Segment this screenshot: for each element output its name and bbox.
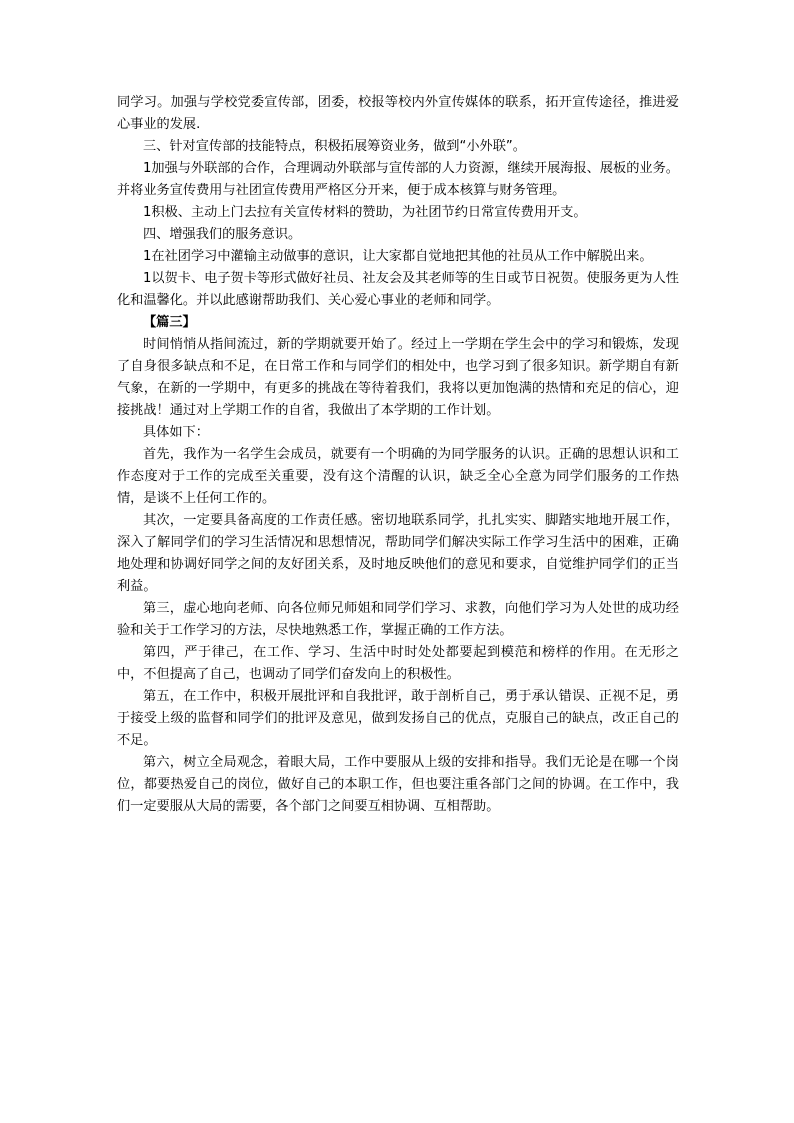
paragraph: 首先，我作为一名学生会成员，就要有一个明确的为同学服务的认识。正确的思想认识和工作态度对于工作的完成至关重要，没有这个清醒的认识，缺乏全心全意为同学们服务的工作热情，是谈不上任何工作的。 [117, 447, 679, 506]
paragraph: 1加强与外联部的合作，合理调动外联部与宣传部的人力资源，继续开展海报、展板的业务。并将业务宣传费用与社团宣传费用严格区分开来，便于成本核算与财务管理。 [117, 161, 679, 198]
paragraph: 其次，一定要具备高度的工作责任感。密切地联系同学，扎扎实实、脚踏实地地开展工作，深入了解同学们的学习生活情况和思想情况，帮助同学们解决实际工作学习生活中的困难，正确地处理和协调好同学之间的友好团关系，及时地反映他们的意见和要求，自觉维护同学们的正当利益。 [117, 513, 679, 594]
paragraph: 三、针对宣传部的技能特点，积极拓展筹资业务，做到“小外联”。 [143, 139, 526, 154]
paragraph: 第四，严于律己，在工作、学习、生活中时时处处都要起到模范和榜样的作用。在无形之中，不但提高了自己，也调动了同学们奋发向上的积极性。 [117, 645, 679, 682]
paragraph: 四、增强我们的服务意识。 [143, 227, 302, 242]
paragraph: 第五，在工作中，积极开展批评和自我批评，敢于剖析自己，勇于承认错误、正视不足，勇于接受上级的监督和同学们的批评及意见，做到发扬自己的优点，克服自己的缺点，改正自己的不足。 [117, 689, 679, 748]
paragraph: 时间悄悄从指间流过，新的学期就要开始了。经过上一学期在学生会中的学习和锻炼，发现了自身很多缺点和不足，在日常工作和与同学们的相处中，也学习到了很多知识。新学期自有新气象，在新的一学期中，有更多的挑战在等待着我们，我将以更加饱满的热情和充足的信心，迎接挑战！通过对上学期工作的自省，我做出了本学期的工作计划。 [117, 337, 679, 418]
paragraph: 1以贺卡、电子贺卡等形式做好社员、社友会及其老师等的生日或节日祝贺。使服务更为人性化和温馨化。并以此感谢帮助我们、关心爱心事业的老师和同学。 [117, 271, 679, 308]
paragraph: 同学习。加强与学校党委宣传部，团委，校报等校内外宣传媒体的联系，拓开宣传途径，推进爱心事业的发展. [117, 95, 679, 132]
document-body [117, 92, 679, 818]
paragraph: 第三，虚心地向老师、向各位师兄师姐和同学们学习、求教，向他们学习为人处世的成功经验和关于工作学习的方法，尽快地熟悉工作，掌握正确的工作方法。 [117, 601, 679, 638]
section-heading: 【篇三】 [143, 315, 196, 330]
paragraph: 1积极、主动上门去拉有关宣传材料的赞助，为社团节约日常宣传费用开支。 [143, 205, 587, 220]
paragraph: 1在社团学习中灌输主动做事的意识，让大家都自觉地把其他的社员从工作中解脱出来。 [143, 249, 653, 264]
paragraph: 第六，树立全局观念，着眼大局，工作中要服从上级的安排和指导。我们无论是在哪一个岗位，都要热爱自己的岗位，做好自己的本职工作，但也要注重各部门之间的协调。在工作中，我们一定要服从大局的需要，各个部门之间要互相协调、互相帮助。 [117, 755, 679, 814]
paragraph: 具体如下： [143, 425, 209, 440]
